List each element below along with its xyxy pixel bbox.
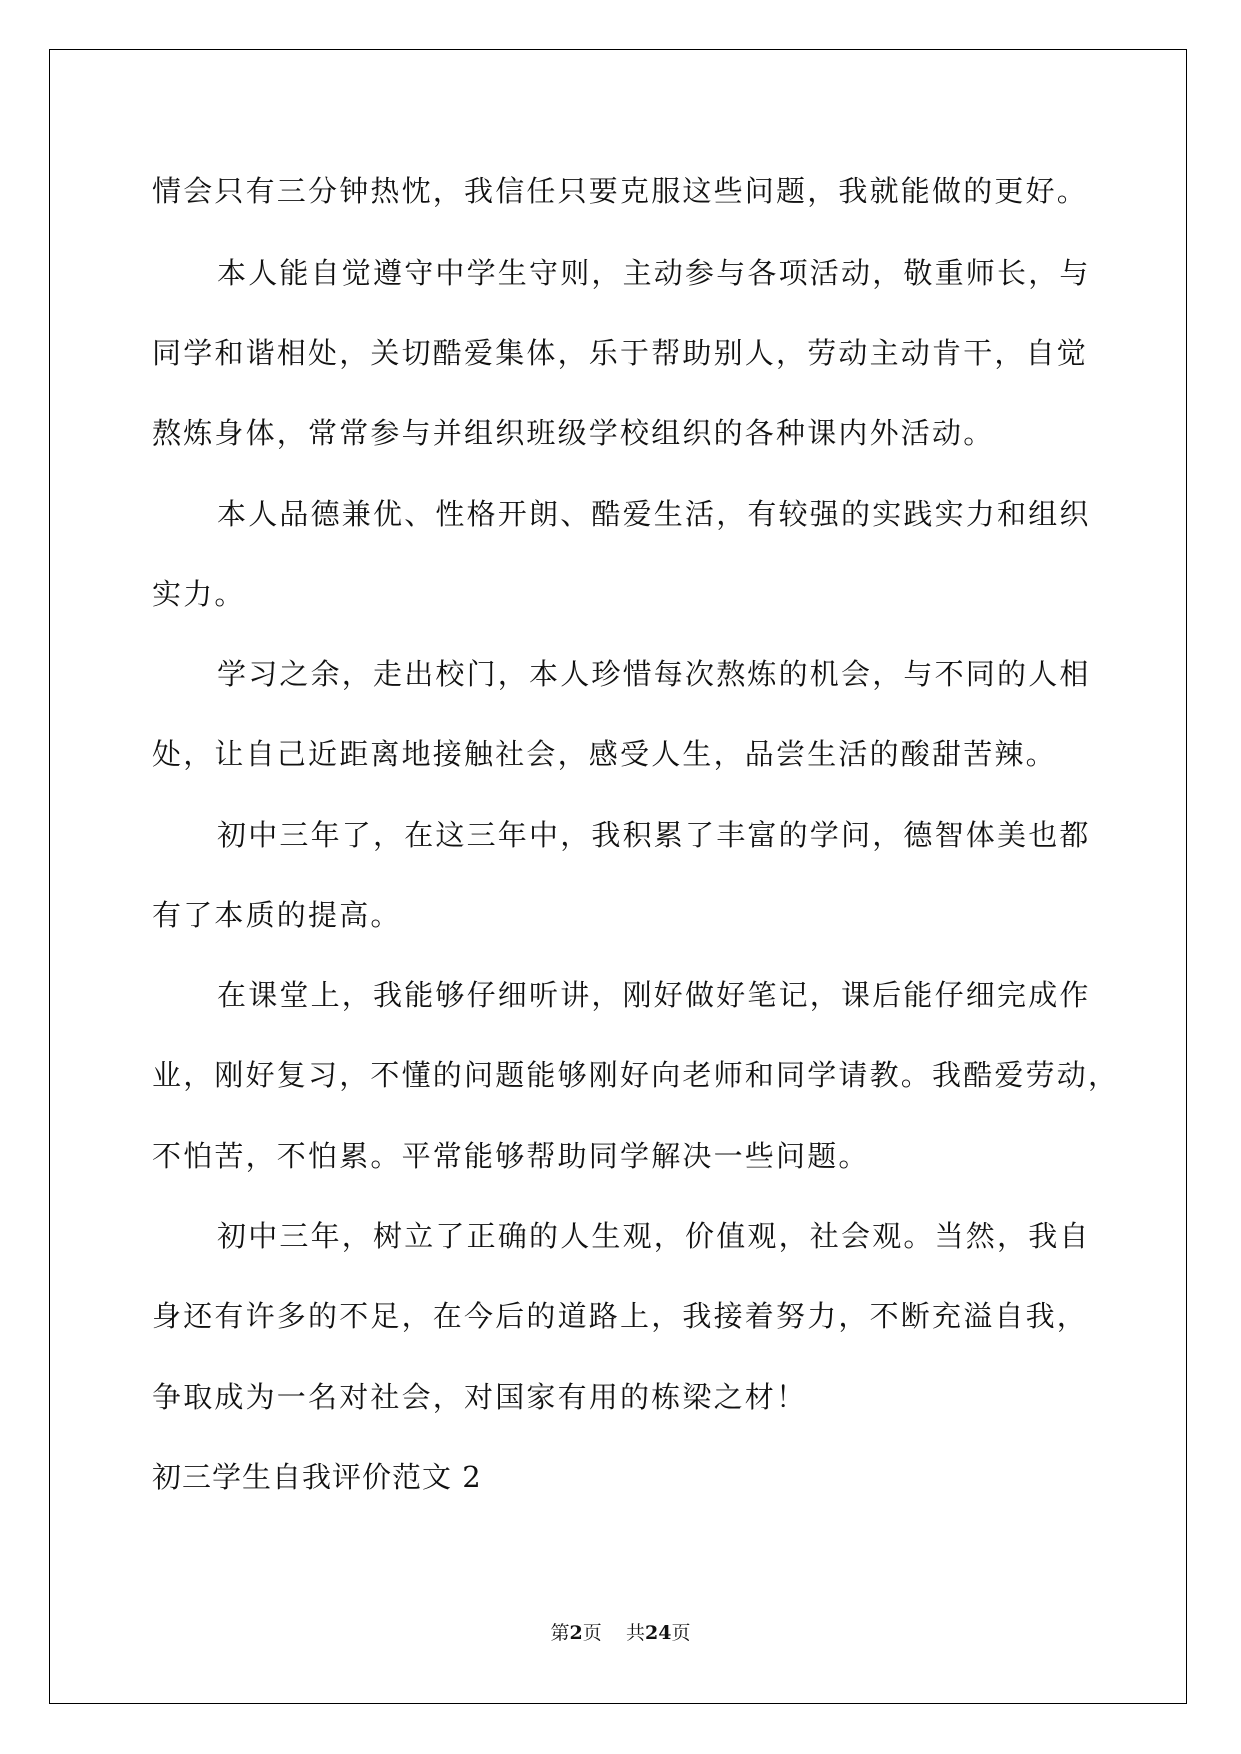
body-line-11: 在课堂上，我能够仔细听讲，刚好做好笔记，课后能仔细完成作 — [217, 978, 1091, 1012]
body-line-14: 初中三年，树立了正确的人生观，价值观，社会观。当然，我自 — [217, 1219, 1091, 1253]
body-line-4: 熬炼身体，常常参与并组织班级学校组织的各种课内外活动。 — [152, 416, 995, 450]
body-line-15: 身还有许多的不足，在今后的道路上，我接着努力，不断充溢自我， — [152, 1299, 1089, 1333]
footer-total-prefix: 共 — [625, 1622, 645, 1644]
body-line-8: 处，让自己近距离地接触社会，感受人生，品尝生活的酸甜苦辣。 — [152, 737, 1057, 771]
body-line-9: 初中三年了，在这三年中，我积累了丰富的学问，德智体美也都 — [217, 818, 1091, 852]
footer-page-suffix: 页 — [582, 1622, 602, 1644]
footer-page-number: 2 — [569, 1622, 583, 1644]
body-line-7: 学习之余，走出校门，本人珍惜每次熬炼的机会，与不同的人相 — [217, 657, 1091, 691]
body-line-16: 争取成为一名对社会，对国家有用的栋梁之材！ — [152, 1380, 808, 1414]
page-frame — [49, 49, 1187, 1704]
body-line-3: 同学和谐相处，关切酷爱集体，乐于帮助别人，劳动主动肯干，自觉 — [152, 336, 1089, 370]
body-line-5: 本人品德兼优、性格开朗、酷爱生活，有较强的实践实力和组织 — [217, 497, 1091, 531]
body-line-6: 实力。 — [152, 577, 246, 611]
body-line-13: 不怕苦，不怕累。平常能够帮助同学解决一些问题。 — [152, 1139, 870, 1173]
body-line-12: 业，刚好复习，不懂的问题能够刚好向老师和同学请教。我酷爱劳动， — [152, 1058, 1120, 1092]
footer-total-suffix: 页 — [671, 1622, 691, 1644]
body-line-2: 本人能自觉遵守中学生守则，主动参与各项活动，敬重师长，与 — [217, 256, 1091, 290]
footer-total-pages: 24 — [644, 1622, 672, 1644]
body-line-1: 情会只有三分钟热忱，我信任只要克服这些问题，我就能做的更好。 — [152, 174, 1089, 208]
footer-prefix: 第 — [550, 1622, 570, 1644]
page-footer — [0, 1621, 1241, 1645]
body-line-10: 有了本质的提高。 — [152, 898, 402, 932]
section-heading: 初三学生自我评价范文 2 — [152, 1460, 482, 1494]
